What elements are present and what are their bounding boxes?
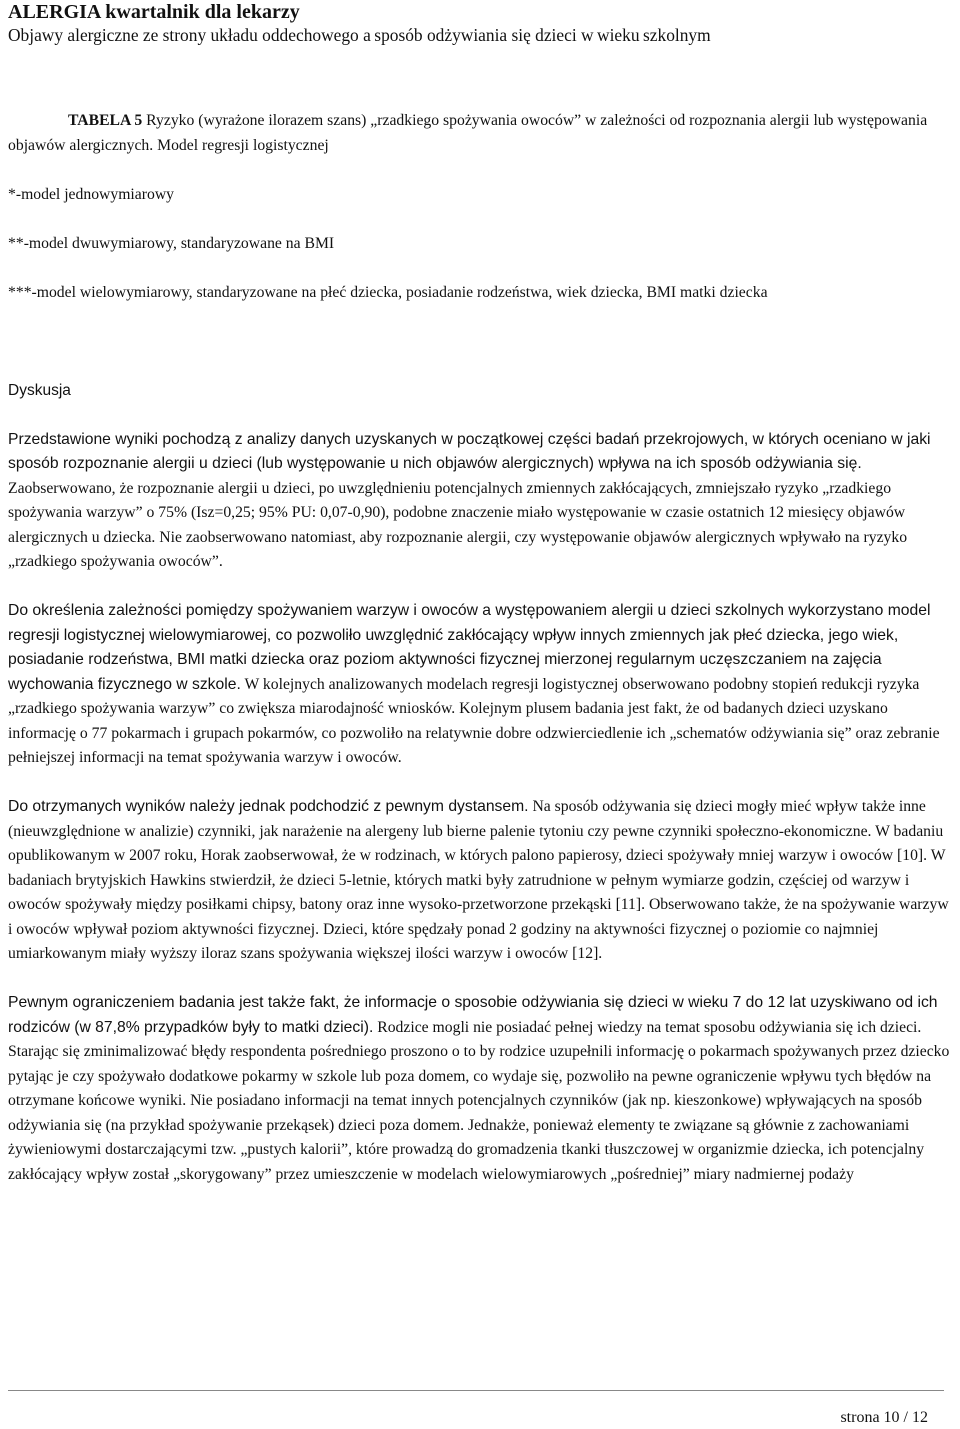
article-title: Objawy alergiczne ze strony układu oddechowego a sposób odżywiania się dzieci w wieku szkolnym (8, 25, 711, 45)
discussion-paragraph (8, 428, 956, 575)
note-multivariate: ***-model wielowymiarowy, standaryzowane na płeć dziecka, posiadanie rodzeństwa, wiek dziecka, BMI matki dziecka (8, 283, 768, 301)
page-number: strona 10 / 12 (840, 1409, 928, 1426)
table-caption (8, 109, 956, 158)
discussion-paragraph (8, 991, 956, 1187)
paragraph-lead: Do otrzymanych wyników należy jednak podchodzić z pewnym dystansem. (8, 798, 529, 815)
paragraph-lead: Przedstawione wyniki pochodzą z analizy danych uzyskanych w początkowej części badań przekrojowych, w których oceniano w jaki sposób rozpoznanie alergii u dzieci (lub występowanie u nich objawów alergicznych) wpływa na ich sposób odżywiania się. (8, 430, 931, 472)
journal-title: ALERGIA kwartalnik dla lekarzy (8, 1, 300, 23)
note-bivariate: **-model dwuwymiarowy, standaryzowane na BMI (8, 234, 335, 252)
paragraph-body: W kolejnych analizowanych modelach regresji logistycznej obserwowano podobny stopień redukcji ryzyka „rzadkiego spożywania warzyw” co zwiększa miarodajność wniosków. Kolejnym plusem badania jest fakt, że od badanych dzieci uzyskano informację o 77 pokarmach i grupach pokarmów, co pozwoliło na relatywnie dobre odzwierciedlenie ich „schematów odżywiania się” oraz zebranie pełniejszej informacji na temat spożywania warzyw i owoców. (8, 675, 940, 766)
paragraph-body: Na sposób odżywania się dzieci mogły mieć wpływ także inne (nieuwzględnione w analizie) czynniki, jak narażenie na alergeny lub bierne palenie tytoniu czy pewne czynniki społeczno-ekonomiczne. W badaniu opublikowanym w 2007 roku, Horak zaobserwował, że w rodzinach, w których palono papierosy, dzieci spożywały mniej warzyw i owoców [10]. W badaniach brytyjskich Hawkins stwierdził, że dzieci 5-letnie, których matki były zatrudnione w pełnym wymiarze godzin, częściej od warzyw i owoców spożywały między posiłkami chipsy, batony oraz inne wysoko-przetworzone przekąski [11]. Obserwowano także, że na spożywanie warzyw i owoców wpływał poziom aktywności fizycznej. Dzieci, które spędzały ponad 2 godziny na aktywności fizycznej o poziomie co najmniej umiarkowanym miały wyższy iloraz szans spożywania większej ilości warzyw i owoców [12]. (8, 798, 949, 962)
discussion-paragraph (8, 795, 956, 967)
paragraph-body: Zaobserwowano, że rozpoznanie alergii u dzieci, po uwzględnieniu potencjalnych zmiennych zakłócających, zmniejszało ryzyko „rzadkiego spożywania warzyw” o 75% (Isz=0,25; 95% PU: 0,07-0,90), podobne znaczenie miało występowanie w czasie ostatnich 12 miesięcy objawów alergicznych u dziecka. Nie zaobserwowano natomiast, aby rozpoznanie alergii, czy występowanie objawów alergicznych wpływało na ryzyko „rzadkiego spożywania owoców”. (8, 479, 908, 570)
table-label: TABELA 5 (68, 112, 143, 129)
paragraph-lead: Pewnym ograniczeniem badania jest także fakt, że informacje o sposobie odżywiania się dzieci w wieku 7 do 12 lat uzyskiwano od ich rodziców (w 87,8% przypadków były to matki dzieci). (8, 994, 938, 1036)
paragraph-lead: Do określenia zależności pomiędzy spożywaniem warzyw i owoców a występowaniem alergii u dzieci szkolnych wykorzystano model regresji logistycznej wielowymiarowej, co pozwoliło uwzględnić zakłócający wpływ innych zmiennych jak płeć dziecka, jego wiek, posiadanie rodzeństwa, BMI matki dziecka oraz poziom aktywności fizycznej mierzonej regularnym uczęszczaniem na zajęcia wychowania fizycznego w szkole. (8, 602, 931, 693)
footer-divider (8, 1390, 944, 1391)
note-univariate: *-model jednowymiarowy (8, 185, 174, 203)
section-heading-discussion: Dyskusja (8, 381, 71, 399)
article-body (8, 109, 956, 1187)
paragraph-body: Rodzice mogli nie posiadać pełnej wiedzy na temat sposobu odżywiania się ich dzieci. Starając się zminimalizować błędy respondenta pośredniego proszono o to by rodzice uzupełnili informację o pokarmach spożywanych przez dziecko pytając je czy spożywało dodatkowe pokarmy w szkole lub poza domem, co wydaje się, pozwoliło na pewne ograniczenie wpływu tych błędów na otrzymane końcowe wyniki. Nie posiadano informacji na temat innych potencjalnych czynników (jak np. kieszonkowe) wpływających na sposób odżywiania się (na przykład spożywanie przekąsek) dzieci poza domem. Jednakże, ponieważ elementy te związane są głównie z zachowaniami żywieniowymi dostarczającymi tzw. „pustych kalorii”, które prowadzą do gromadzenia tkanki tłuszczowej w organizmie dziecka, ich potencjalny zakłócający wpływ został „skorygowany” przez umieszczenie w modelach wielowymiarowych „pośredniej” miary nadmiernej podaży (8, 1018, 950, 1183)
discussion-paragraph (8, 599, 956, 771)
table-caption-text: Ryzyko (wyrażone ilorazem szans) „rzadkiego spożywania owoców” w zależności od rozpoznania alergii lub występowania objawów alergicznych. Model regresji logistycznej (8, 112, 928, 154)
